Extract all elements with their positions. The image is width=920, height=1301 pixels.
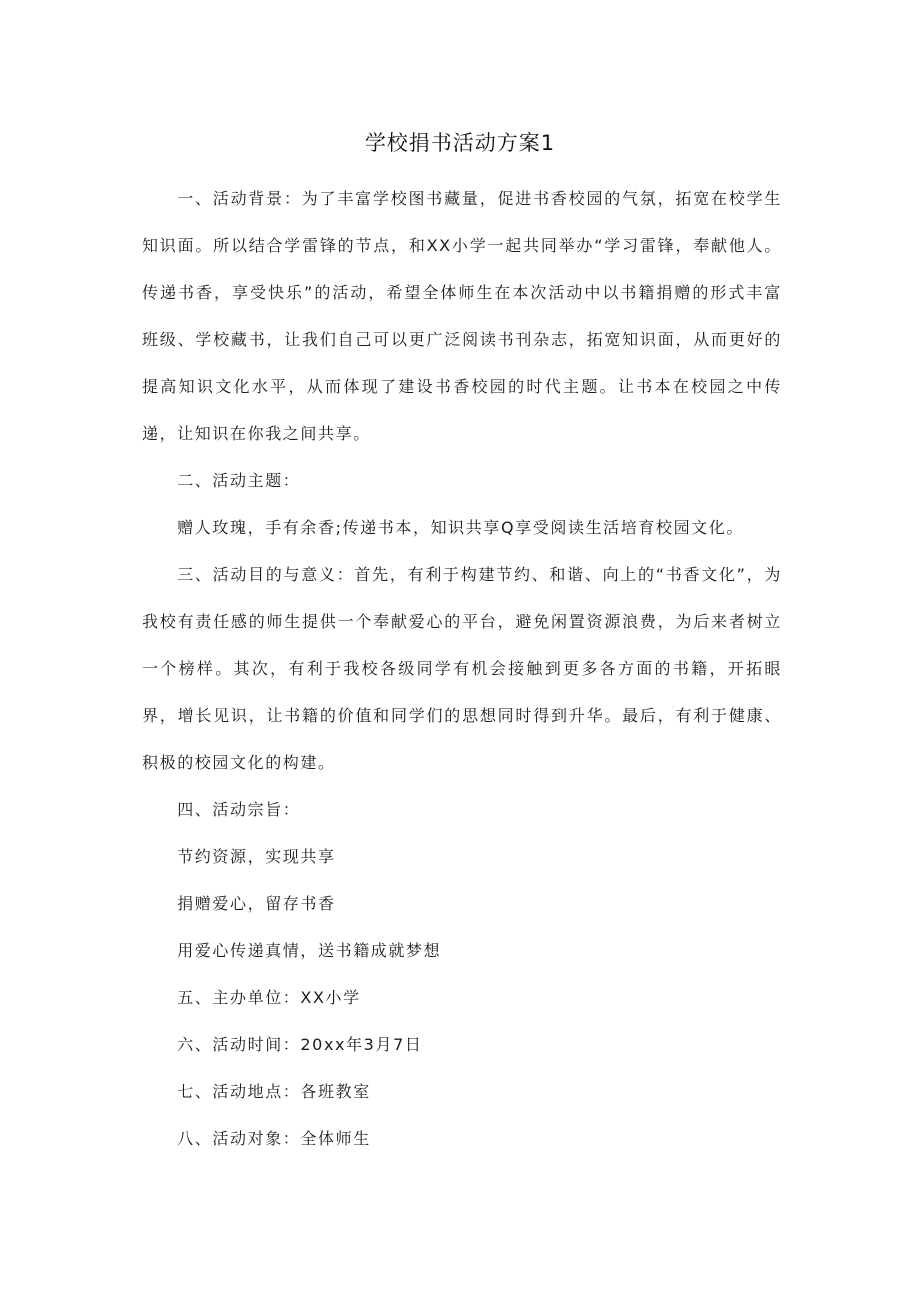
section-theme-heading: 二、活动主题： — [177, 471, 301, 490]
document-title: 学校捐书活动方案1 — [364, 131, 556, 155]
section-background: 一、活动背景：为了丰富学校图书藏量，促进书香校园的气氛，拓宽在校学生知识面。所以结合学雷锋的节点，和XX小学一起共同举办“学习雷锋，奉献他人。传递书香，享受快乐”的活动，希望全体师生在本次活动中以书籍捐赠的形式丰富班级、学校藏书，让我们自己可以更广泛阅读书刊杂志，拓宽知识面，从而更好的提高知识文化水平，从而体现了建设书香校园的时代主题。让书本在校园之中传递，让知识在你我之间共享。 — [142, 189, 782, 443]
section-time: 六、活动时间：20xx年3月7日 — [177, 1035, 423, 1054]
section-participants: 八、活动对象：全体师生 — [177, 1129, 371, 1148]
section-location: 七、活动地点：各班教室 — [177, 1082, 371, 1101]
section-theme-text: 赠人玫瑰，手有余香;传递书本，知识共享Q享受阅读生活培育校园文化。 — [177, 518, 744, 537]
section-organizer: 五、主办单位：XX小学 — [177, 988, 361, 1007]
section-purpose: 三、活动目的与意义：首先，有利于构建节约、和谐、向上的“书香文化”，为我校有责任感的师生提供一个奉献爱心的平台，避免闲置资源浪费，为后来者树立一个榜样。其次，有利于我校各级同学有机会接触到更多各方面的书籍，开拓眼界，增长见识，让书籍的价值和同学们的思想同时得到升华。最后，有利于健康、积极的校园文化的构建。 — [142, 565, 782, 772]
aim-line-1: 节约资源，实现共享 — [177, 847, 336, 866]
aim-line-2: 捐赠爱心，留存书香 — [177, 894, 336, 913]
aim-line-3: 用爱心传递真情，送书籍成就梦想 — [177, 941, 442, 960]
section-aim-heading: 四、活动宗旨： — [177, 800, 301, 819]
document-body — [142, 175, 782, 1162]
